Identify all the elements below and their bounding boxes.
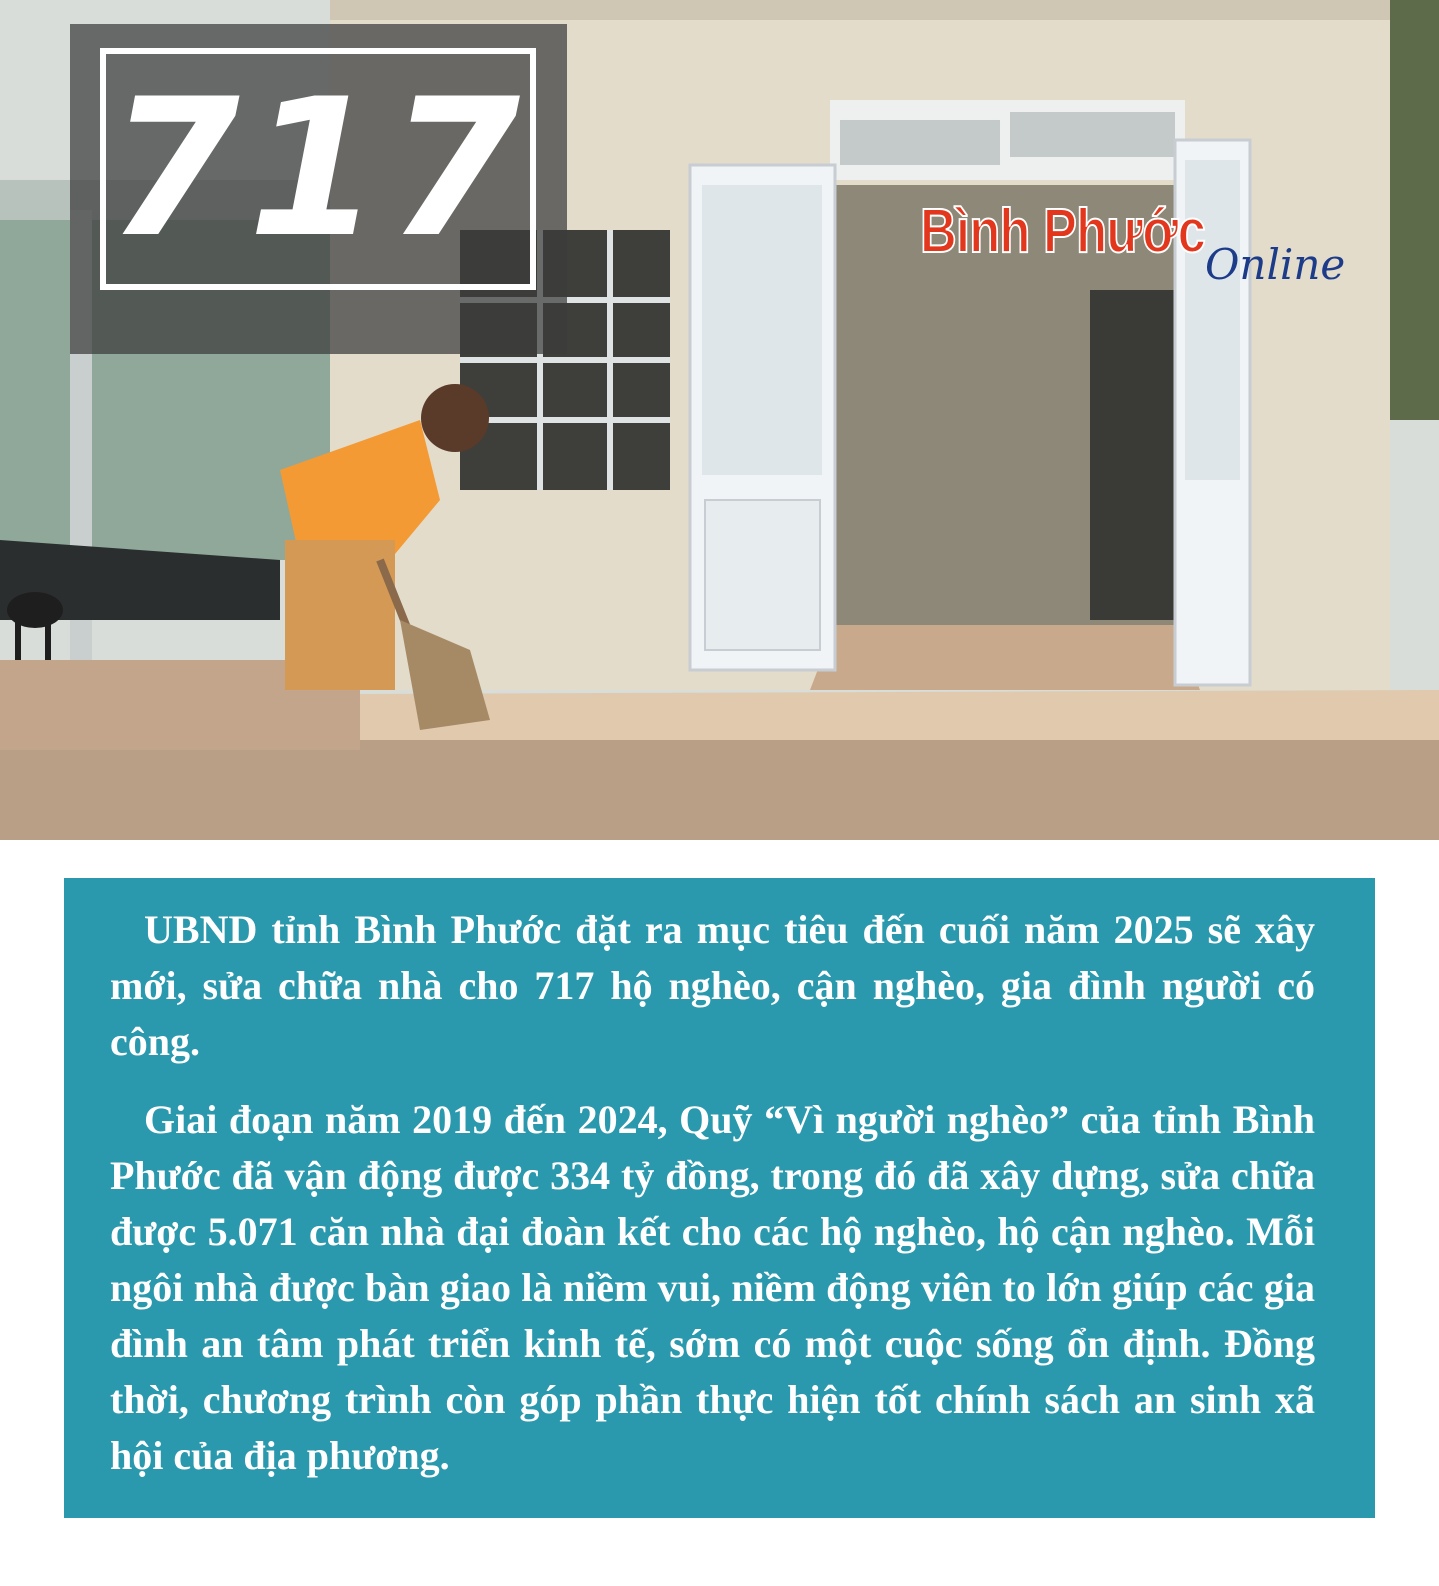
logo-sub-text: Online: [1205, 240, 1346, 289]
paragraph-1: UBND tỉnh Bình Phước đặt ra mục tiêu đến cuối năm 2025 sẽ xây mới, sửa chữa nhà cho 717 hộ nghèo, cận nghèo, gia đình người có công.: [110, 907, 1315, 1064]
headline-number: 717: [107, 58, 529, 279]
paragraph-2: Giai đoạn năm 2019 đến 2024, Quỹ “Vì người nghèo” của tỉnh Bình Phước đã vận động được 334 tỷ đồng, trong đó đã xây dựng, sửa chữa được 5.071 căn nhà đại đoàn kết cho các hộ nghèo, hộ cận nghèo. Mỗi ngôi nhà được bàn giao là niềm vui, niềm động viên to lớn giúp các gia đình an tâm phát triển kinh tế, sớm có một cuộc sống ổn định. Đồng thời, chương trình còn góp phần thực hiện tốt chính sách an sinh xã hội của địa phương.: [110, 1097, 1315, 1478]
article-text-panel: [64, 878, 1375, 1518]
logo-main-text: Bình Phước: [920, 197, 1206, 266]
binh-phuoc-online-logo: [920, 196, 1360, 296]
